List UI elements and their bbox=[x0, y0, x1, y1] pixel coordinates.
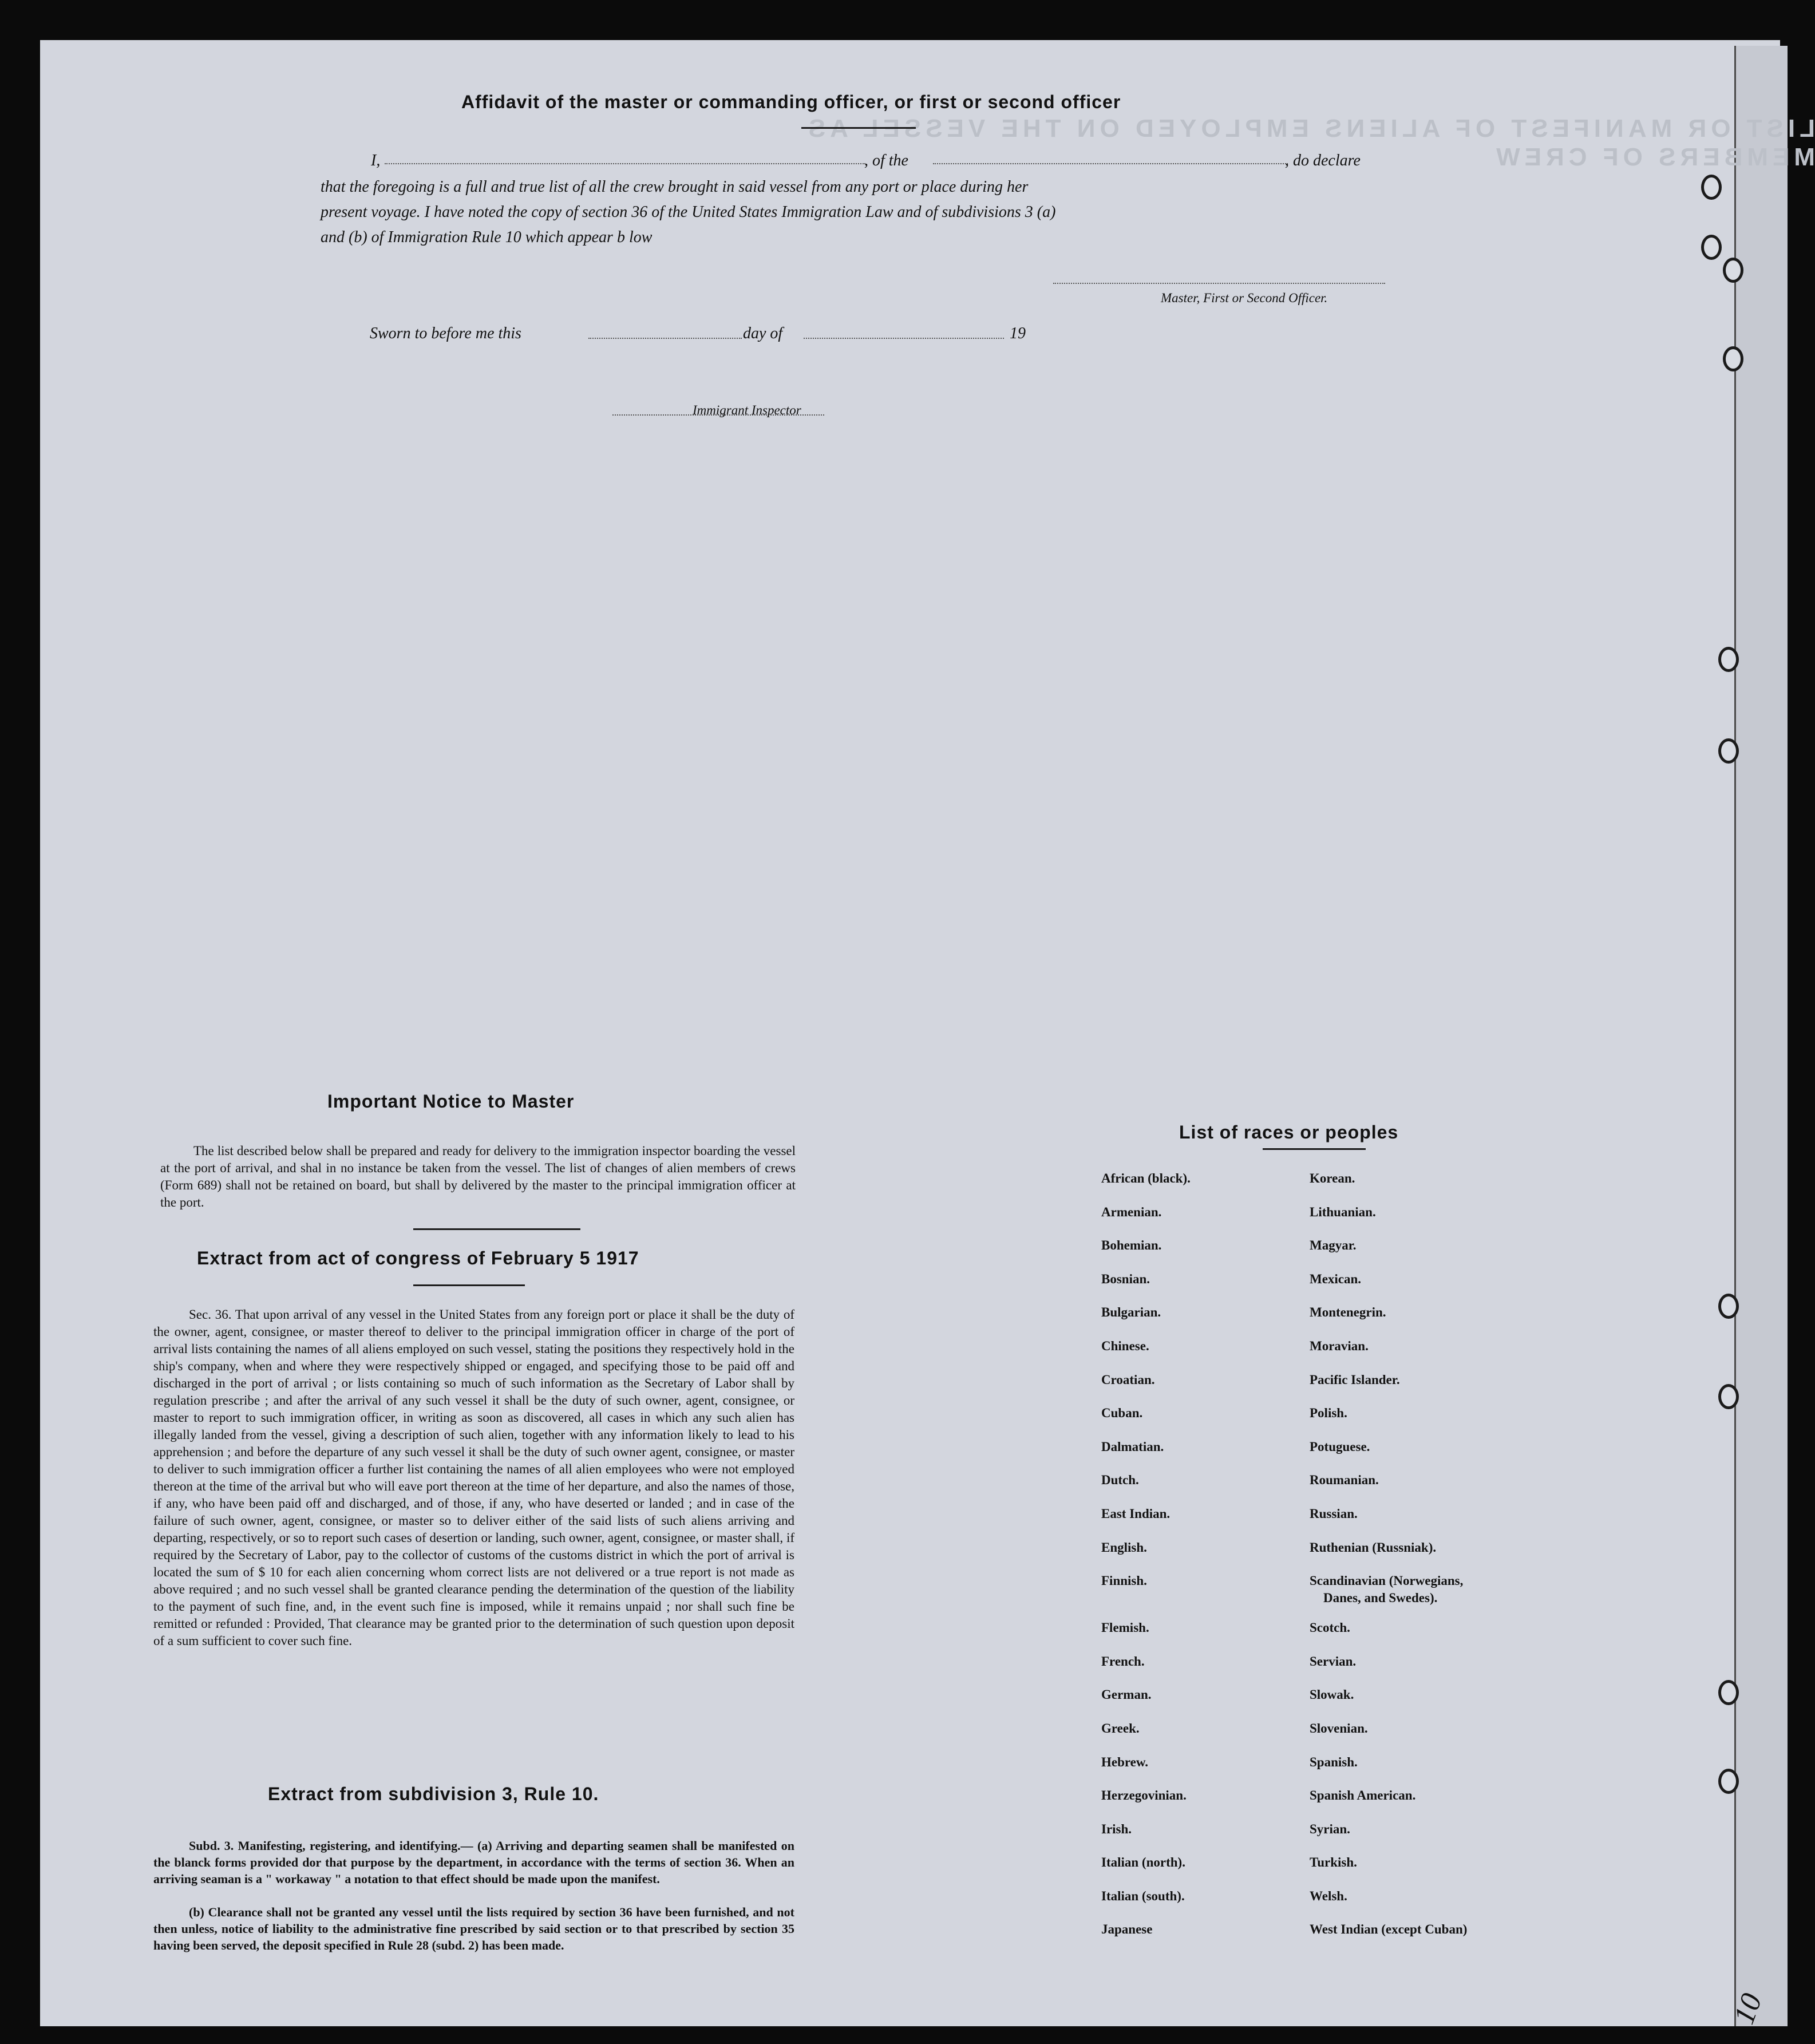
binder-hole bbox=[1718, 1680, 1739, 1705]
affidavit-name-blank bbox=[385, 163, 865, 164]
race-item: Dalmatian. bbox=[1101, 1439, 1164, 1454]
race-item: Danes, and Swedes). bbox=[1323, 1591, 1438, 1606]
race-item: Bohemian. bbox=[1101, 1238, 1162, 1253]
race-item: Greek. bbox=[1101, 1721, 1140, 1735]
race-item: Dutch. bbox=[1101, 1473, 1139, 1488]
race-item: Welsh. bbox=[1310, 1888, 1347, 1903]
race-item: Croatian. bbox=[1101, 1372, 1155, 1387]
race-item: Moravian. bbox=[1310, 1338, 1369, 1353]
race-item: Scotch. bbox=[1310, 1620, 1350, 1635]
race-item: West Indian (except Cuban) bbox=[1310, 1922, 1468, 1937]
binder-hole bbox=[1718, 738, 1739, 764]
race-item: Slowak. bbox=[1310, 1687, 1354, 1702]
race-item: Flemish. bbox=[1101, 1620, 1149, 1635]
affidavit-title-rule bbox=[801, 127, 916, 129]
affidavit-title: Affidavit of the master or commanding officer, or first or second officer bbox=[461, 92, 1121, 112]
race-item: Servian. bbox=[1310, 1654, 1357, 1669]
binder-hole bbox=[1723, 346, 1743, 371]
notice-title: Important Notice to Master bbox=[327, 1091, 575, 1112]
rule-title: Extract from subdivision 3, Rule 10. bbox=[268, 1784, 599, 1804]
race-item: Italian (north). bbox=[1101, 1855, 1185, 1870]
binder-hole bbox=[1718, 1384, 1739, 1409]
race-item: Magyar. bbox=[1310, 1238, 1357, 1253]
affidavit-vessel-blank bbox=[933, 163, 1288, 164]
race-item: Syrian. bbox=[1310, 1821, 1350, 1836]
sworn-day-blank bbox=[588, 338, 742, 339]
race-item: English. bbox=[1101, 1540, 1147, 1555]
race-item: Ruthenian (Russniak). bbox=[1310, 1540, 1437, 1555]
binder-hole bbox=[1723, 258, 1743, 283]
page-number: 10 bbox=[1727, 1989, 1769, 2029]
signature-caption: Master, First or Second Officer. bbox=[1161, 291, 1328, 305]
affidavit-line2: that the foregoing is a full and true list of all the crew brought in said vessel from any port or place during her bbox=[321, 178, 1029, 196]
race-item: Mexican. bbox=[1310, 1271, 1362, 1286]
race-item: Polish. bbox=[1310, 1406, 1347, 1421]
races-right-column bbox=[1310, 1171, 1467, 1956]
race-item bbox=[1101, 1591, 1191, 1620]
race-item: Turkish. bbox=[1310, 1855, 1357, 1870]
race-item: Roumanian. bbox=[1310, 1473, 1379, 1488]
affidavit-line1-of-the: , of the bbox=[864, 152, 908, 169]
inspector-caption: Immigrant Inspector bbox=[693, 403, 801, 417]
race-item: Bosnian. bbox=[1101, 1271, 1150, 1286]
race-item: Pacific Islander. bbox=[1310, 1372, 1400, 1387]
binder-hole bbox=[1701, 175, 1722, 200]
race-item: Japanese bbox=[1101, 1922, 1153, 1937]
sworn-month-blank bbox=[804, 338, 1004, 339]
race-item: Bulgarian. bbox=[1101, 1305, 1161, 1320]
races-title-rule bbox=[1263, 1148, 1366, 1150]
rule-text-a: Subd. 3. Manifesting, registering, and identifying.— (a) Arriving and departing seamen shall be manifested on the blanck forms provided dor that purpose by the department, in accordance with the terms of section 36. When an arriving seaman is a " workaway " a notation to that effect should be made upon the manifest. bbox=[153, 1839, 794, 1886]
binder-hole bbox=[1718, 1294, 1739, 1319]
race-item: French. bbox=[1101, 1654, 1145, 1669]
race-item: Korean. bbox=[1310, 1171, 1355, 1185]
race-item: Herzegovinian. bbox=[1101, 1788, 1187, 1803]
race-item: Scandinavian (Norwegians, bbox=[1310, 1573, 1464, 1588]
race-item: Finnish. bbox=[1101, 1573, 1147, 1588]
race-item: Montenegrin. bbox=[1310, 1305, 1386, 1320]
affidavit-line1-declare: , do declare bbox=[1285, 152, 1361, 169]
race-item: Cuban. bbox=[1101, 1406, 1143, 1421]
race-item: German. bbox=[1101, 1687, 1152, 1702]
notice-text: The list described below shall be prepared and ready for delivery to the immigration inspector boarding the vessel at the port of arrival, and shal in no instance be taken from the vessel. The list of changes of alien members of crews (Form 689) shall not be retained on board, but shall by delivered by the master to the principal immigration officer at the port. bbox=[160, 1144, 796, 1209]
page-edge bbox=[1734, 46, 1788, 2026]
binder-hole bbox=[1718, 1769, 1739, 1794]
act-text: Sec. 36. That upon arrival of any vessel in the United States from any foreign port or place it shall be the duty of the owner, agent, consignee, or master thereof to deliver to the principal immigration officer in charge of the port of arrival lists containing the names of all aliens employed on such vessel, stating the positions they respectively hold in the ship's company, when and where they were respectively shipped or engaged, and specifying those to be paid off and discharged in the port of arrival ; or lists containing so much of such information as the Secretary of Labor shall by regulation prescribe ; and after the arrival of any such vessel it shall be the duty of such owner, agent, consignee, or master to report to such immigration officer, in writing as soon as discovered, all cases in which any such alien has illegally landed from the vessel, giving a description of such alien, together with any information likely to lead to his apprehension ; and before the departure of any such vessel it shall be the duty of such owner agent, consignee, or master to deliver to such immigration officer a further list containing the names of all alien employees who were not employed thereon at the time of the arrival but who will eave port thereon at the time of her departure, and also the names of those, if any, who have been paid off and discharged, and of those, if any, who have deserted or landed ; and in case of the failure of such owner, agent, consignee, or master so to deliver either of the said lists of such aliens arriving and departing, respectively, or so to report such cases of desertion or landing, such owner, agent, consignee, or master shall, if required by the Secretary of Labor, pay to the collector of customs of the customs district in which the port of arrival is located the sum of $ 10 for each alien concerning whom correct lists are not delivered or a true report is not made as above required ; and no such vessel shall be granted clearance pending the determination of the question of the liability to the payment of such fine, and, in the event such fine is imposed, while it remains unpaid ; nor shall such fine be remitted or refunded : Provided, That clearance may be granted prior to the determination of such question upon deposit of a sum sufficient to cover such fine. bbox=[153, 1307, 794, 1648]
race-item: Irish. bbox=[1101, 1821, 1132, 1836]
race-item: Russian. bbox=[1310, 1506, 1358, 1521]
affidavit-line3: present voyage. I have noted the copy of section 36 of the United States Immigration Law and of subdivisions 3 (a) bbox=[321, 203, 1056, 221]
act-title: Extract from act of congress of February 5 1917 bbox=[197, 1248, 639, 1268]
affidavit-line4: and (b) of Immigration Rule 10 which appear b low bbox=[321, 228, 653, 246]
act-title-rule bbox=[413, 1284, 525, 1286]
races-title: List of races or peoples bbox=[1179, 1122, 1399, 1142]
race-item: Potuguese. bbox=[1310, 1439, 1370, 1454]
race-item: African (black). bbox=[1101, 1171, 1191, 1185]
race-item: Hebrew. bbox=[1101, 1754, 1148, 1769]
bleed-through-heading: LIST OR MANIFEST OF ALIENS EMPLOYED ON THE VESSEL AS MEMBERS OF CREW bbox=[804, 114, 1815, 171]
race-item: Italian (south). bbox=[1101, 1888, 1185, 1903]
race-item: Spanish American. bbox=[1310, 1788, 1416, 1803]
race-item: Chinese. bbox=[1101, 1338, 1149, 1353]
race-item: Armenian. bbox=[1101, 1204, 1162, 1219]
binder-hole bbox=[1701, 235, 1722, 260]
binder-hole bbox=[1718, 647, 1739, 672]
sworn-prefix: Sworn to before me this bbox=[370, 325, 521, 342]
sworn-year: 19 bbox=[1010, 325, 1026, 342]
races-left-column bbox=[1101, 1171, 1191, 1956]
race-item: Spanish. bbox=[1310, 1754, 1358, 1769]
sworn-day-of: day of bbox=[743, 325, 783, 342]
rule-text-b: (b) Clearance shall not be granted any vessel until the lists required by section 36 have been furnished, and not then unless, notice of liability to the administrative fine prescribed by said section or to that prescribed by section 35 having been served, the deposit specified in Rule 28 (subd. 2) has been made. bbox=[153, 1905, 794, 1952]
race-item: East Indian. bbox=[1101, 1506, 1171, 1521]
race-item: Lithuanian. bbox=[1310, 1204, 1376, 1219]
signature-line bbox=[1053, 283, 1385, 284]
race-item: Slovenian. bbox=[1310, 1721, 1368, 1735]
affidavit-line1-i: I, bbox=[371, 152, 381, 169]
notice-rule bbox=[413, 1228, 580, 1230]
